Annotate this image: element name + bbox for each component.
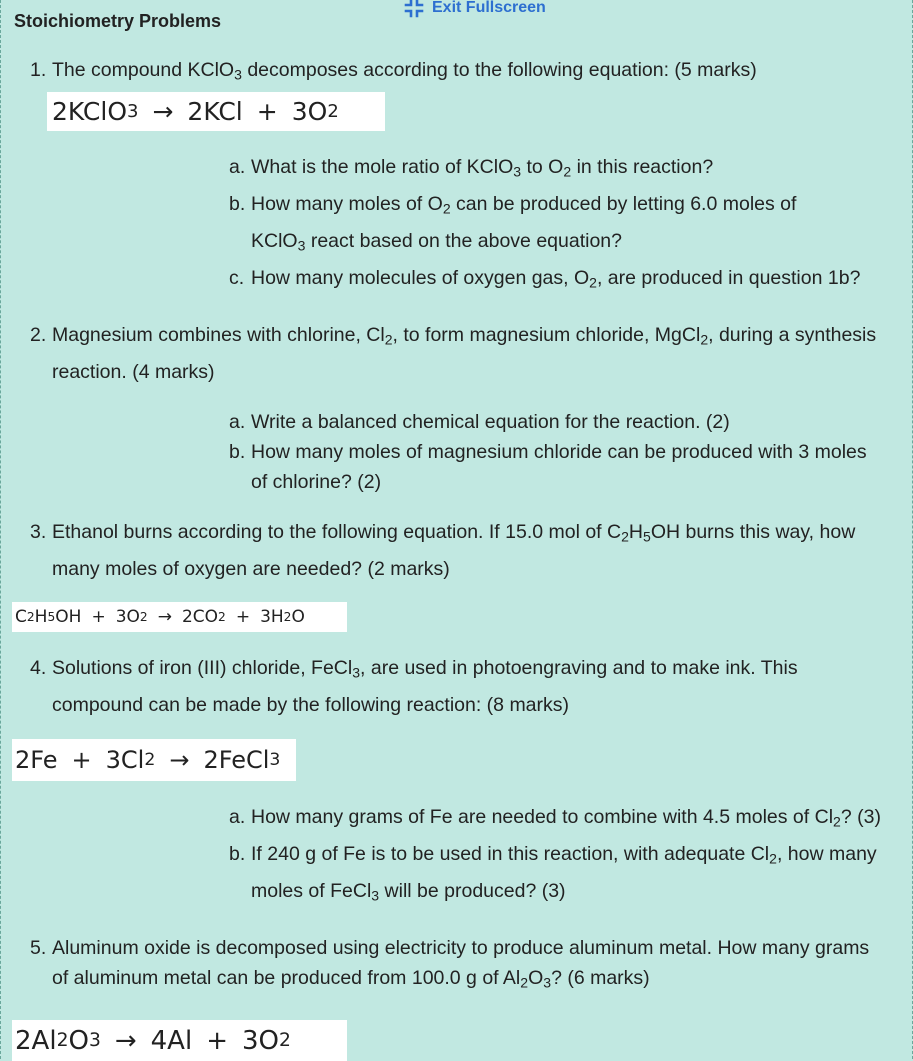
question-2 [30, 317, 905, 391]
exit-fullscreen-icon [403, 0, 425, 19]
question-text: Solutions of iron (III) chloride, FeCl$_3$, are used in photoengraving and to make ink. This compound can be made by the following reaction: (8 marks) [52, 657, 798, 716]
equation-4: 2Fe + 3Cl 2 → 2FeCl 3 [12, 739, 296, 781]
question-1 [30, 52, 905, 89]
question-number: 1. [30, 59, 47, 81]
question-number: 3. [30, 521, 47, 543]
reaction-arrow-icon: → [157, 607, 172, 627]
subquestion-4b: b. If 240 g of Fe is to be used in this reaction, with adequate $Cl_2$, how many moles of FeCl$_3$ will be produced? (3) [229, 843, 877, 904]
subquestion-2b: b. How many moles of magnesium chloride can be produced with 3 moles of chlorine? (2) [229, 441, 867, 493]
exit-fullscreen-label[interactable]: Exit Fullscreen [432, 0, 546, 16]
subquestion-2a: a. Write a balanced chemical equation for the reaction. (2) [229, 411, 730, 433]
subquestion-1c: c. How many molecules of oxygen gas, $O_2$, are produced in question 1b? [229, 267, 861, 291]
reaction-arrow-icon: → [152, 97, 174, 126]
question-text: Magnesium combines with chlorine, $Cl_2$, to form magnesium chloride, MgCl$_2$, during a synthesis reaction. (4 marks) [52, 324, 877, 383]
equation-3: C 2 H 5 OH + 3O 2 → 2CO 2 + 3H 2 O [12, 602, 347, 632]
question-text: Ethanol burns according to the following equation. If 15.0 mol of $C_2H_5OH$ burns this way, how many moles of oxygen are needed? (2 marks) [52, 521, 856, 580]
subquestion-1b: b. How many moles of $O_2$ can be produced by letting 6.0 moles of KClO$_3$ react based on the above equation? [229, 193, 797, 254]
question-2-subparts [229, 407, 907, 497]
question-number: 4. [30, 657, 47, 679]
equation-1: 2KClO 3 → 2KCl + 3O 2 [47, 92, 385, 131]
question-1-subparts [229, 149, 907, 297]
exit-fullscreen-button[interactable] [403, 0, 546, 19]
question-number: 2. [30, 324, 47, 346]
reaction-arrow-icon: → [169, 746, 190, 774]
question-number: 5. [30, 937, 47, 959]
question-4-subparts [229, 799, 907, 910]
question-5 [30, 933, 905, 993]
subquestion-1a: a. What is the mole ratio of KClO$_3$ to $O_2$ in this reaction? [229, 156, 714, 180]
subquestion-4a: a. How many grams of Fe are needed to combine with 4.5 moles of $Cl_2$? (3) [229, 806, 881, 830]
question-3 [30, 514, 905, 588]
question-text: Aluminum oxide is decomposed using electricity to produce aluminum metal. How many grams of aluminum metal can be produced from 100.0 g of $Al_2O_3$? (6 marks) [52, 937, 870, 991]
reaction-arrow-icon: → [114, 1025, 137, 1056]
question-text: The compound KClO$_3$ decomposes according to the following equation: (5 marks) [52, 59, 757, 83]
page-title: Stoichiometry Problems [14, 11, 222, 31]
equation-5: 2Al 2 O 3 → 4Al + 3O 2 [12, 1020, 347, 1061]
question-4 [30, 650, 905, 724]
